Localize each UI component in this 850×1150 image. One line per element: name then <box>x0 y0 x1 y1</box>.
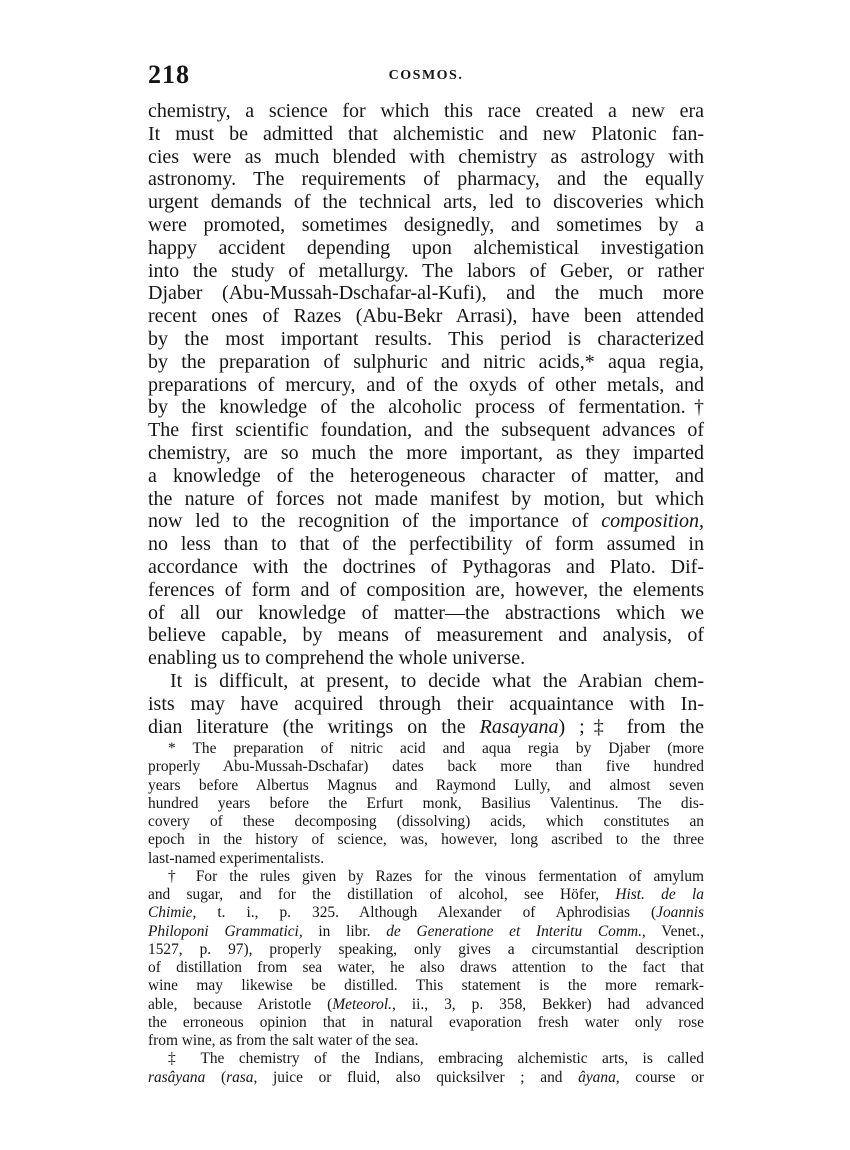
text-line: chemistry, are so much the more important, as they imparted <box>148 441 704 464</box>
text-line: urgent demands of the technical arts, led to discoveries which <box>148 191 704 214</box>
text-segment: t. i., p. 325. Although Alexander of Aphrodisias ( <box>196 904 657 922</box>
text-line: a knowledge of the heterogeneous character of matter, and <box>148 464 704 487</box>
page-header <box>148 60 704 92</box>
text-segment: , juice or fluid, also quicksilver ; and <box>253 1068 579 1086</box>
text-line: The first scientific foundation, and the subsequent advances of <box>148 419 704 442</box>
footnote-line: of distillation from sea water, he also draws attention to the fact that <box>148 959 704 976</box>
text-segment: , ii., 3, p. 358, Bekker) had advanced <box>392 995 704 1013</box>
text-line: by the knowledge of the alcoholic process of fermentation.† <box>148 396 704 419</box>
footnote-line <box>148 996 704 1014</box>
text-line: recent ones of Razes (Abu-Bekr Arrasi), have been attended <box>148 305 704 328</box>
italic-title: Philoponi Grammatici, <box>148 922 303 940</box>
text-segment: and sugar, and for the distillation of alcohol, see Höfer, <box>148 886 616 903</box>
text-line: cies were as much blended with chemistry as astrology with <box>148 145 704 168</box>
text-segment: able, because Aristotle ( <box>148 995 333 1013</box>
footnote-line: last-named experimentalists. <box>148 849 325 867</box>
text-line: It must be admitted that alchemistic and new Platonic fan- <box>148 122 704 145</box>
text-line: It is difficult, at present, to decide what the Arabian chem- <box>170 669 704 692</box>
footnote-line <box>148 904 704 922</box>
text-line: by the preparation of sulphuric and nitric acids,* aqua regia, <box>148 350 704 373</box>
italic-word: rasa <box>226 1068 254 1086</box>
text-line <box>148 716 704 739</box>
italic-word: composition, <box>601 510 704 533</box>
text-line: Djaber (Abu-Mussah-Dschafar-al-Kufi), and the much more <box>148 282 704 305</box>
footnote-line <box>148 886 704 904</box>
text-segment: Venet., <box>645 922 704 940</box>
text-line: happy accident depending upon alchemistical investigation <box>148 236 704 259</box>
running-title: COSMOS. <box>388 68 464 83</box>
footnote-line: epoch in the history of science, was, however, long ascribed to the three <box>148 831 704 849</box>
italic-title: de Generatione et Interitu Comm., <box>386 922 646 940</box>
text-line: of all our knowledge of matter—the abstractions which we <box>148 601 704 624</box>
text-line: astronomy. The requirements of pharmacy, and the equally <box>148 168 704 191</box>
italic-title: Hist. de la <box>615 886 704 903</box>
text-line: ists may have acquired through their acquaintance with In- <box>148 692 704 715</box>
footnote-line: wine may likewise be distilled. This statement is the more remark- <box>148 977 704 995</box>
footnote-line: hundred years before the Erfurt monk, Basilius Valentinus. The dis- <box>148 794 704 812</box>
italic-title: Meteorol. <box>332 995 393 1013</box>
footnote-line: the erroneous opinion that in natural evaporation fresh water only rose <box>148 1013 704 1031</box>
footnote-line: ‡ The chemistry of the Indians, embracing alchemistic arts, is called <box>168 1050 704 1068</box>
text-segment: in libr. <box>302 922 387 940</box>
text-segment: now led to the recognition of the importance of <box>148 510 602 533</box>
text-line: enabling us to comprehend the whole universe. <box>148 647 526 670</box>
footnotes <box>148 740 704 1087</box>
page-number: 218 <box>148 60 190 89</box>
text-line: preparations of mercury, and of the oxyds of other metals, and <box>148 373 704 396</box>
italic-word: âyana, <box>578 1068 620 1086</box>
text-line: by the most important results. This period is characterized <box>148 327 704 350</box>
footnote-line: 1527, p. 97), properly speaking, only gives a circumstantial description <box>148 940 704 958</box>
footnote-line <box>148 1069 704 1087</box>
text-line: accordance with the doctrines of Pythagoras and Plato. Dif- <box>148 555 704 578</box>
text-line: believe capable, by means of measurement and analysis, of <box>148 624 704 647</box>
text-line: were promoted, sometimes designedly, and sometimes by a <box>148 213 704 236</box>
text-line: ferences of form and of composition are, however, the elements <box>148 578 704 601</box>
text-segment: ( <box>205 1068 227 1086</box>
text-line: into the study of metallurgy. The labors of Geber, or rather <box>148 259 704 282</box>
text-line: the nature of forces not made manifest by motion, but which <box>148 487 704 510</box>
italic-title: Joannis <box>656 904 704 922</box>
text-segment: ) ;‡ from the <box>558 715 705 738</box>
footnote-line: years before Albertus Magnus and Raymond Lully, and almost seven <box>148 776 704 794</box>
main-text <box>148 100 704 738</box>
footnote-line: * The preparation of nitric acid and aqua regia by Djaber (more <box>168 740 704 757</box>
italic-title: Chimie, <box>148 904 197 922</box>
footnote-line: properly Abu-Mussah-Dschafar) dates back more than five hundred <box>148 758 704 776</box>
text-segment: dian literature (the writings on the <box>148 715 480 738</box>
text-line: no less than to that of the perfectibility of form assumed in <box>148 533 704 556</box>
italic-word: rasâyana <box>148 1068 206 1086</box>
italic-word: Rasayana <box>479 715 559 738</box>
footnote-line: covery of these decomposing (dissolving) acids, which constitutes an <box>148 813 704 830</box>
footnote-line: from wine, as from the salt water of the sea. <box>148 1032 419 1049</box>
footnote-line <box>148 923 704 941</box>
text-line <box>148 510 704 533</box>
text-segment: course or <box>619 1068 704 1086</box>
footnote-line: † For the rules given by Razes for the vinous fermentation of amylum <box>168 867 704 885</box>
text-line: chemistry, a science for which this race created a new era <box>148 100 704 122</box>
